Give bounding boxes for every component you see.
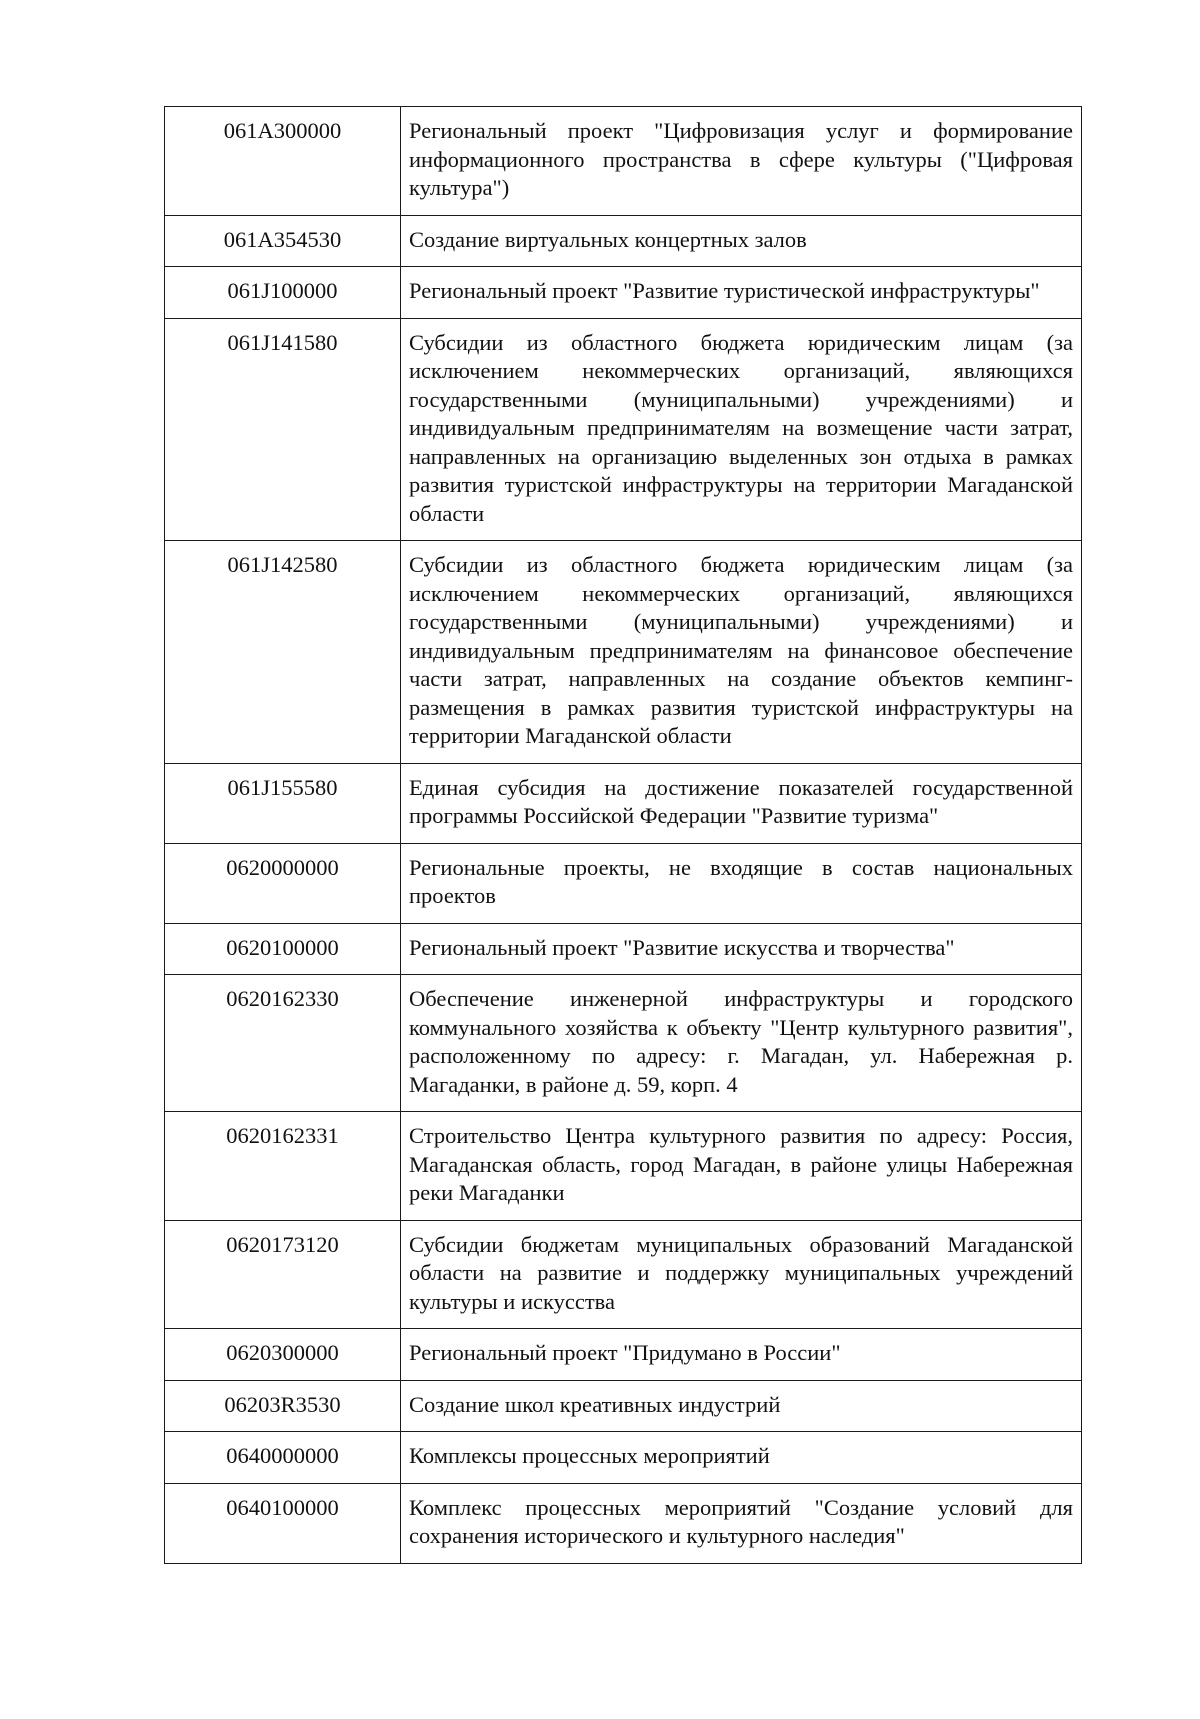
table-row [165,1483,1082,1563]
row-description: Региональный проект "Придумано в России" [401,1329,1082,1381]
row-description: Региональные проекты, не входящие в состав национальных проектов [401,843,1082,923]
table-row [165,843,1082,923]
table-row [165,541,1082,764]
row-code: 0620000000 [165,843,401,923]
row-code: 0620162330 [165,975,401,1112]
budget-classification-table [164,106,1082,1564]
row-code: 0620162331 [165,1112,401,1221]
row-description: Единая субсидия на достижение показателей государственной программы Российской Федерации "Развитие туризма" [401,763,1082,843]
row-description: Региональный проект "Цифровизация услуг и формирование информационного пространства в сфере культуры ("Цифровая культура") [401,107,1082,216]
row-description: Региональный проект "Развитие искусства и творчества" [401,923,1082,975]
row-code: 0620100000 [165,923,401,975]
row-code: 0620173120 [165,1220,401,1329]
row-code: 061A354530 [165,215,401,267]
row-code: 061J155580 [165,763,401,843]
table-row [165,975,1082,1112]
row-description: Создание школ креативных индустрий [401,1380,1082,1432]
table-row [165,1380,1082,1432]
table-row [165,1112,1082,1221]
document-page [164,106,1082,1564]
row-code: 061J142580 [165,541,401,764]
row-description: Создание виртуальных концертных залов [401,215,1082,267]
row-description: Субсидии из областного бюджета юридическим лицам (за исключением некоммерческих организаций, являющихся государственными (муниципальными) учреждениями) и индивидуальным предпринимателям на финансовое обеспечение части затрат, направленных на создание объектов кемпинг-размещения в рамках развития туристской инфраструктуры на территории Магаданской области [401,541,1082,764]
table-row [165,1329,1082,1381]
row-description: Обеспечение инженерной инфраструктуры и городского коммунального хозяйства к объекту "Центр культурного развития", расположенному по адресу: г. Магадан, ул. Набережная р. Магаданки, в районе д. 59, корп. 4 [401,975,1082,1112]
table-row [165,1220,1082,1329]
table-row [165,923,1082,975]
row-code: 0640100000 [165,1483,401,1563]
row-description: Субсидии из областного бюджета юридическим лицам (за исключением некоммерческих организаций, являющихся государственными (муниципальными) учреждениями) и индивидуальным предпринимателям на возмещение части затрат, направленных на организацию выделенных зон отдыха в рамках развития туристской инфраструктуры на территории Магаданской области [401,318,1082,541]
row-description: Комплексы процессных мероприятий [401,1432,1082,1484]
row-description: Строительство Центра культурного развития по адресу: Россия, Магаданская область, город Магадан, в районе улицы Набережная реки Магаданки [401,1112,1082,1221]
table-row [165,1432,1082,1484]
table-row [165,318,1082,541]
table-row [165,267,1082,319]
row-code: 06203R3530 [165,1380,401,1432]
row-code: 061J100000 [165,267,401,319]
row-description: Комплекс процессных мероприятий "Создание условий для сохранения исторического и культурного наследия" [401,1483,1082,1563]
row-description: Региональный проект "Развитие туристической инфраструктуры" [401,267,1082,319]
row-description: Субсидии бюджетам муниципальных образований Магаданской области на развитие и поддержку муниципальных учреждений культуры и искусства [401,1220,1082,1329]
table-row [165,215,1082,267]
row-code: 0640000000 [165,1432,401,1484]
table-row [165,107,1082,216]
row-code: 061A300000 [165,107,401,216]
row-code: 0620300000 [165,1329,401,1381]
row-code: 061J141580 [165,318,401,541]
table-row [165,763,1082,843]
